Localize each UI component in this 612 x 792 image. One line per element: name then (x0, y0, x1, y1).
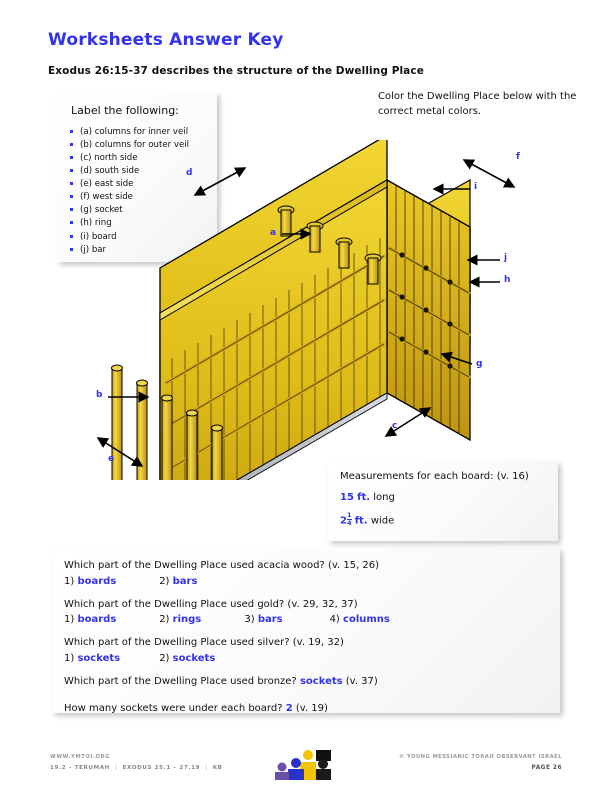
question-5 (64, 702, 560, 716)
answer-slot[interactable]: 4) columns (329, 614, 390, 625)
question-3-answers (64, 653, 560, 664)
page-subtitle: Exodus 26:15-37 describes the structure of the Dwelling Place (48, 65, 424, 77)
question-1-verse: (v. 15, 26) (327, 560, 380, 571)
answer-text: sockets (172, 652, 216, 664)
diagram-label-e: e (108, 454, 115, 464)
measurement-width-value: 2 (340, 515, 347, 527)
list-item: (c) north side (69, 152, 207, 165)
measurement-width (340, 512, 558, 527)
measurement-length (340, 492, 558, 503)
diagram-label-f: f (516, 152, 520, 162)
label-box-heading: Label the following: (71, 104, 179, 117)
questions-box (52, 548, 560, 713)
measurement-width-fraction (347, 512, 352, 526)
footer-left (50, 754, 223, 771)
footer-copyright: © YOUNG MESSIANIC TORAH OBSERVANT ISRAEL (399, 754, 562, 760)
measurement-width-text: wide (370, 515, 395, 527)
diagram-label-j: j (504, 253, 508, 263)
fraction-denominator: 4 (346, 518, 352, 527)
question-3-verse: (v. 19, 32) (292, 637, 344, 648)
question-1-text: Which part of the Dwelling Place used acacia wood? (64, 560, 325, 571)
list-item: (a) columns for inner veil (69, 126, 207, 139)
answer-slot[interactable]: 1) boards (64, 575, 117, 587)
question-4-text: Which part of the Dwelling Place used bronze? (64, 675, 297, 687)
list-item: (d) south side (69, 165, 207, 178)
dwelling-place-diagram (82, 140, 552, 480)
list-item: (h) ring (69, 217, 207, 230)
answer-text: bars (172, 575, 198, 587)
question-5-verse: (v. 19) (295, 703, 328, 714)
question-5-text: How many sockets were under each board? (64, 703, 283, 714)
ymtoi-logo (272, 748, 340, 780)
footer-passage: EXODUS 25.1 – 27.19 (122, 765, 201, 771)
measurement-length-value: 15 (340, 492, 354, 503)
callout-arrow-f (464, 160, 514, 187)
answer-slot[interactable]: 3) bars (244, 614, 283, 625)
footer-website[interactable]: WWW.YMTOI.ORG (50, 754, 110, 760)
list-item: (f) west side (69, 191, 207, 204)
question-2-verse: (v. 29, 32, 37) (287, 598, 358, 610)
answer-text: sockets (77, 652, 121, 664)
answer-text: bars (257, 614, 283, 625)
footer-lesson-line (50, 765, 223, 771)
measurement-length-unit: ft. (357, 492, 371, 503)
footer-separator: | (205, 765, 208, 771)
question-2 (64, 598, 560, 612)
diagram-label-g: g (476, 359, 483, 369)
answer-text: boards (77, 614, 117, 625)
list-item: (j) bar (69, 244, 207, 257)
answer-text: columns (343, 614, 390, 625)
measurement-length-text: long (373, 492, 395, 503)
question-4 (64, 675, 560, 689)
answer-slot[interactable]: 2) rings (159, 614, 202, 625)
answer-slot[interactable]: 2) sockets (159, 652, 216, 664)
footer-separator: | (114, 765, 118, 771)
measurement-width-unit: ft. (354, 515, 368, 527)
measurements-title: Measurements for each board: (v. 16) (340, 471, 529, 482)
list-item: (g) socket (69, 204, 207, 217)
fraction-numerator: 1 (346, 511, 352, 519)
question-1-answers (64, 576, 560, 587)
answer-slot[interactable]: 1) sockets (64, 652, 121, 664)
question-4-answer[interactable]: sockets (299, 675, 343, 687)
footer-lesson: 19.2 – TERUMAH (50, 765, 110, 771)
footer-page-number: PAGE 26 (531, 765, 562, 771)
question-2-answers (64, 614, 560, 625)
question-3-text: Which part of the Dwelling Place used silver? (64, 637, 290, 648)
footer-right (399, 754, 562, 771)
question-2-text: Which part of the Dwelling Place used gold? (64, 598, 285, 610)
question-1 (64, 559, 560, 573)
diagram-label-a: a (270, 228, 277, 238)
measurements-box (328, 461, 558, 541)
callout-arrow-d (195, 168, 245, 195)
list-item: (b) columns for outer veil (69, 139, 207, 152)
page-title: Worksheets Answer Key (48, 30, 284, 50)
question-3 (64, 636, 560, 650)
diagram-label-b: b (96, 390, 103, 400)
diagram-label-i: i (474, 182, 478, 192)
answer-slot[interactable]: 1) boards (64, 614, 117, 625)
question-5-answer[interactable]: 2 (285, 703, 293, 714)
list-item: (i) board (69, 231, 207, 244)
color-instruction: Color the Dwelling Place below with the correct metal colors. (378, 91, 577, 117)
question-4-verse: (v. 37) (345, 675, 378, 687)
diagram-label-h: h (504, 275, 511, 285)
answer-text: boards (77, 575, 117, 587)
list-item: (e) east side (69, 178, 207, 191)
answer-slot[interactable]: 2) bars (159, 575, 198, 587)
diagram-label-c: c (392, 421, 398, 431)
diagram-label-d: d (186, 168, 193, 178)
dwelling-place-svg (82, 140, 552, 480)
footer-code: KB (212, 765, 223, 771)
answer-text: rings (172, 614, 202, 625)
